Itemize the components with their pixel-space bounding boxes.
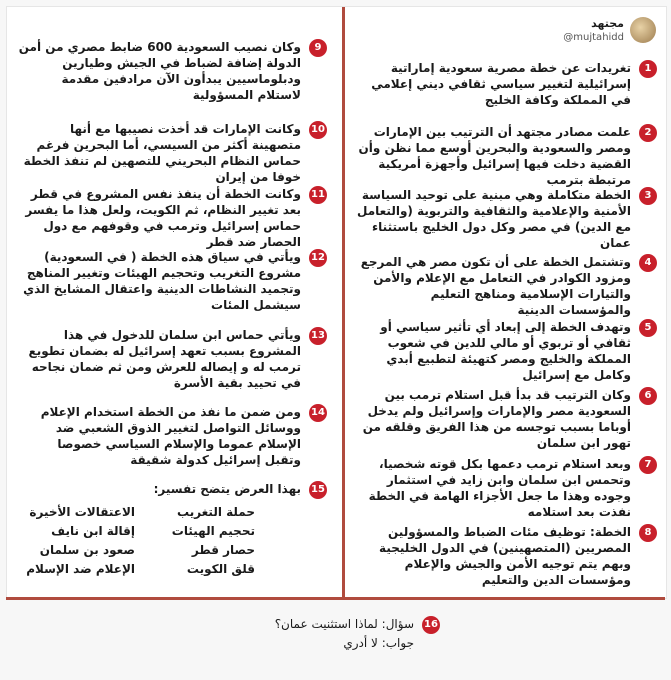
- avatar[interactable]: [630, 17, 656, 43]
- answer-text: جواب: لا أدري: [343, 636, 414, 650]
- point-item: [17, 249, 327, 319]
- number-badge: 14: [309, 404, 327, 422]
- point-text: تغريدات عن خطة مصرية سعودية إماراتية إسرائيلية لتغيير سياسي ثقافي ديني إعلامي في المملكة وكافة الخليج: [371, 61, 631, 107]
- number-badge: 5: [639, 319, 657, 337]
- point-item: [17, 404, 327, 474]
- point-item: [357, 60, 657, 110]
- list-item: حصار قطر: [191, 543, 255, 557]
- point-item: [17, 481, 327, 501]
- number-badge: 12: [309, 249, 327, 267]
- point-item: [357, 187, 657, 250]
- point-text: وبعد استلام ترمب دعمها بكل قوته شخصيا، وتحمس ابن سلمان وابن زايد في استثمار وجوده وهذا ما جعل الأجزاء الهامة في الخطة نفذت بعد استلامه: [368, 457, 631, 519]
- number-badge: 2: [639, 124, 657, 142]
- point-text: وتهدف الخطة إلى إبعاد أي تأثير سياسي أو ثقافي أو تربوي أو مالي للدين في شعوب المملكة والخليج ومصر كتهيئة لتطبيع أبدي وكامل مع إسرائيل: [380, 320, 631, 382]
- point-item: [357, 524, 657, 587]
- point-text: علمت مصادر مجتهد أن الترتيب بين الإمارات ومصر والسعودية والبحرين أوسع مما نظن وأن القضية دخلت فيها إسرائيل وأجهزة أمريكية مرتبطة بترمب: [358, 125, 631, 187]
- point-item: [357, 124, 657, 187]
- number-badge: 10: [309, 121, 327, 139]
- number-badge: 4: [639, 254, 657, 272]
- author-handle: @mujtahidd: [563, 32, 624, 43]
- number-badge: 16: [422, 616, 440, 634]
- point-text: الخطة متكاملة وهي مبنية على توحيد السياسة الأمنية والإعلامية والثقافية والتربوية (والتعامل مع الدين) في مصر وكل دول الخليج باستثناء عمان: [357, 188, 631, 250]
- point-item: [357, 319, 657, 382]
- list-item: قلق الكويت: [186, 562, 255, 576]
- author-name: مجتهد: [591, 17, 624, 30]
- point-item: [357, 387, 657, 450]
- number-badge: 11: [309, 186, 327, 204]
- point-text: ويأتي حماس ابن سلمان للدخول في هذا المشروع بسبب تعهد إسرائيل له بضمان تطويع ترمب له و إيصاله للعرش ومن ثم ضمان نجاحه في تحييد بقية الأسرة: [28, 328, 301, 390]
- number-badge: 1: [639, 60, 657, 78]
- question-text: سؤال: لماذا استثنيت عمان؟: [274, 617, 414, 631]
- list-item: الاعتقالات الأخيرة: [29, 505, 135, 519]
- explanation-column-left: [25, 503, 135, 579]
- point-text: وتشتمل الخطة على أن تكون مصر هي المرجع ومزود الكوادر في التعامل مع الإعلام والأمن والتيارات الإسلامية ومناهج التعليم والمؤسسات الدينية: [360, 255, 631, 317]
- point-text: ومن ضمن ما نفذ من الخطة استخدام الإعلام ووسائل التواصل لتغيير الذوق الشعبي ضد الإسلام عموما والإسلام السياسي خصوصا وتقبل إسرائيل كدولة شقيقة: [40, 405, 301, 467]
- point-text: وكان نصيب السعودية 600 ضابط مصري من أمن الدولة إضافة لضباط في الجيش وطيارين ودبلوماسيين يبدأون الآن مرادفين مقدمة لاستلام المسؤولية: [18, 40, 301, 102]
- point-item: [17, 121, 327, 184]
- point-text: وكان الترتيب قد بدأ قبل استلام ترمب بين السعودية مصر والإمارات وإسرائيل ولم يدخل أوباما بسبب توجسه من هذا الفريق وقلقه من تهور ابن سلمان: [362, 388, 631, 450]
- list-item: حملة التغريب: [176, 505, 255, 519]
- point-text: بهذا العرض يتضح تفسير:: [153, 482, 301, 496]
- number-badge: 15: [309, 481, 327, 499]
- list-item: إقالة ابن نايف: [51, 524, 135, 538]
- infographic-panel: [6, 6, 667, 599]
- point-item: [17, 327, 327, 395]
- point-item: [357, 456, 657, 519]
- number-badge: 9: [309, 39, 327, 57]
- number-badge: 3: [639, 187, 657, 205]
- number-badge: 6: [639, 387, 657, 405]
- point-item: [17, 186, 327, 249]
- explanation-list: [25, 503, 255, 591]
- point-item: [17, 39, 327, 109]
- point-text: وكانت الإمارات قد أخذت نصيبها مع أنها متصهينة أكثر من السيسي، أما البحرين فرغم حماس النظام البحريني للتصهين لم تنفذ الخطة خوفا من إيران: [23, 122, 301, 184]
- number-badge: 8: [639, 524, 657, 542]
- number-badge: 7: [639, 456, 657, 474]
- point-item: [357, 254, 657, 317]
- column-divider: [342, 7, 345, 598]
- number-badge: 13: [309, 327, 327, 345]
- author-header[interactable]: [516, 15, 656, 49]
- qa-block: [180, 616, 440, 664]
- list-item: صعود بن سلمان: [39, 543, 135, 557]
- list-item: تحجيم الهيئات: [171, 524, 255, 538]
- explanation-column-right: [145, 503, 255, 579]
- bottom-rule: [6, 597, 665, 600]
- list-item: الإعلام ضد الإسلام: [26, 562, 135, 576]
- point-text: ويأتي في سياق هذه الخطة ( في السعودية) مشروع التغريب وتحجيم الهيئات وتغيير المناهج وتجميد النشاطات الدينية واعتقال المشايخ الذي سيشمل المئات: [23, 250, 301, 312]
- point-text: وكانت الخطة أن ينفذ نفس المشروع في قطر بعد تغيير النظام، ثم الكويت، ولعل هذا ما يفسر حماس إسرائيل وترمب في وقوفهم مع دول الحصار ضد قطر: [25, 187, 301, 249]
- point-text: الخطة: توظيف مئات الضباط والمسؤولين المصريين (المتصهينين) في الدول الخليجية وبهم يتم توجيه الأمن والجيش والإعلام ومؤسسات الدين والتعليم: [379, 525, 631, 587]
